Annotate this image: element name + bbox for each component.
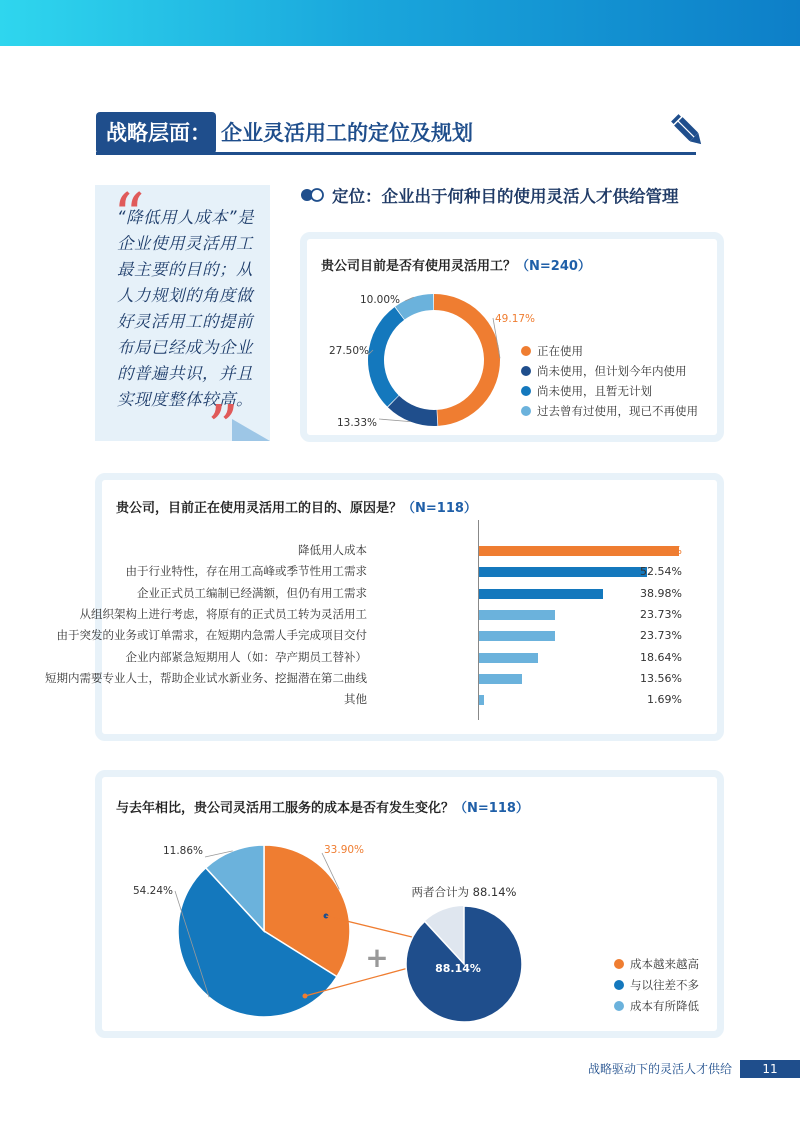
- close-quote-icon: ”: [207, 391, 239, 464]
- bar-value-label: 18.64%: [640, 650, 682, 664]
- bar-category-label: 其他: [344, 692, 367, 707]
- pie-value-label: 54.24%: [132, 885, 173, 897]
- legend-label: 正在使用: [537, 344, 583, 358]
- bar: [479, 610, 555, 620]
- bar-value-label: 52.54%: [640, 565, 682, 579]
- legend-swatch: [521, 346, 531, 356]
- purpose-chart-title-text: 贵公司，目前正在使用灵活用工的目的、原因是？: [116, 501, 403, 516]
- bar-category-label: 由于突发的业务或订单需求，在短期内急需人手完成项目交付: [56, 628, 367, 643]
- bar: [479, 695, 484, 705]
- bar-category-label: 由于行业特性，存在用工高峰或季节性用工需求: [125, 564, 367, 579]
- bar-row: [102, 647, 702, 668]
- top-gradient-band: [0, 0, 800, 46]
- bar: [479, 589, 603, 599]
- cost-pie-chart: [102, 777, 717, 1031]
- bar-value-label: 62.71%: [640, 544, 682, 557]
- pie-value-label: 33.90%: [324, 844, 365, 856]
- donut-slice: [434, 294, 500, 426]
- donut-value-label: 13.33%: [336, 417, 377, 429]
- cost-chart-card: [95, 770, 724, 1038]
- purpose-chart-card: [45, 473, 724, 741]
- bar-row: [79, 604, 702, 625]
- plus-icon: +: [365, 941, 389, 974]
- purpose-chart-n: （N=118）: [402, 501, 477, 516]
- quote-text: “降低用人成本”是企业使用灵活用工最主要的目的；从人力规划的角度做好灵活用工的提前布局已经成为企业的普遍共识，并且实现度整体较高。: [117, 208, 255, 409]
- bar-category-label: 短期内需要专业人士，帮助企业试水新业务、挖掘潜在第二曲线: [45, 670, 367, 685]
- bar-value-label: 23.73%: [640, 607, 682, 621]
- donut-value-label: 10.00%: [359, 294, 400, 306]
- quote-box: [95, 179, 270, 464]
- bar-value-label: 38.98%: [640, 586, 682, 600]
- usage-chart-n: （N=240）: [516, 259, 591, 274]
- bar-category-label: 企业正式员工编制已经满额，但仍有用工需求: [137, 585, 367, 600]
- cost-chart-n: （N=118）: [454, 801, 529, 816]
- usage-donut-chart: [307, 239, 717, 435]
- bar-row: [102, 561, 702, 582]
- purpose-chart-title: [116, 497, 477, 516]
- page-footer: [0, 1060, 800, 1080]
- legend-label: 与以往差不多: [630, 978, 699, 992]
- legend-swatch: [521, 406, 531, 416]
- open-quote-icon: “: [113, 179, 145, 252]
- bar-category-label: 从组织架构上进行考虑，将原有的正式员工转为灵活用工: [79, 606, 367, 621]
- legend-swatch: [614, 980, 624, 990]
- bar: [479, 674, 522, 684]
- bar-row: [102, 689, 702, 710]
- donut-slice: [368, 307, 404, 407]
- donut-value-label: 27.50%: [328, 345, 369, 357]
- legend-swatch: [521, 366, 531, 376]
- bar-category-label: 降低用人成本: [298, 543, 367, 557]
- bar-row: [45, 668, 702, 689]
- subheading-text: 定位：企业出于何种目的使用灵活人才供给管理: [332, 187, 679, 206]
- section-title-bar: [96, 112, 708, 154]
- bar-row: [102, 583, 702, 604]
- legend-label: 成本有所降低: [630, 999, 699, 1013]
- donut-value-label: 49.17%: [495, 313, 536, 325]
- bar-value-label: 23.73%: [640, 629, 682, 643]
- footer-text: 战略驱动下的灵活人才供给: [587, 1062, 732, 1076]
- bar: [479, 631, 555, 641]
- bar: [479, 567, 647, 577]
- legend-swatch: [521, 386, 531, 396]
- page-fold-corner: [232, 419, 270, 441]
- legend-label: 过去曾有过使用，现已不再使用: [537, 404, 698, 418]
- toggle-dots-icon: [300, 188, 326, 202]
- section-title: 企业灵活用工的定位及规划: [221, 121, 473, 145]
- donut-slice: [388, 396, 438, 426]
- cost-chart-title-text: 与去年相比，贵公司灵活用工服务的成本是否有发生变化？: [116, 801, 455, 816]
- section-title-label: 战略层面：: [96, 112, 216, 154]
- bar: [479, 653, 538, 663]
- bar-category-label: 企业内部紧急短期用人（如：孕产期员工替补）: [125, 649, 367, 664]
- combined-caption: 两者合计为 88.14%: [411, 885, 517, 899]
- bar-value-label: 13.56%: [640, 671, 682, 685]
- legend-label: 尚未使用，但计划今年内使用: [537, 364, 687, 378]
- usage-chart-title-text: 贵公司目前是否有使用灵活用工？: [321, 259, 517, 274]
- legend-swatch: [614, 1001, 624, 1011]
- bar-row: [56, 625, 702, 646]
- bar-row: [102, 540, 702, 561]
- combined-center-label: 88.14%: [435, 962, 481, 975]
- usage-chart-card: [300, 232, 724, 442]
- legend-swatch: [614, 959, 624, 969]
- legend-label: 尚未使用，且暂无计划: [537, 384, 652, 398]
- page-number: 11: [740, 1060, 800, 1078]
- bar-value-label: 1.69%: [647, 693, 682, 707]
- pie-value-label: 11.86%: [162, 845, 203, 857]
- pencil-icon: [666, 108, 708, 152]
- title-underline: [96, 152, 696, 155]
- legend-label: 成本越来越高: [630, 957, 699, 971]
